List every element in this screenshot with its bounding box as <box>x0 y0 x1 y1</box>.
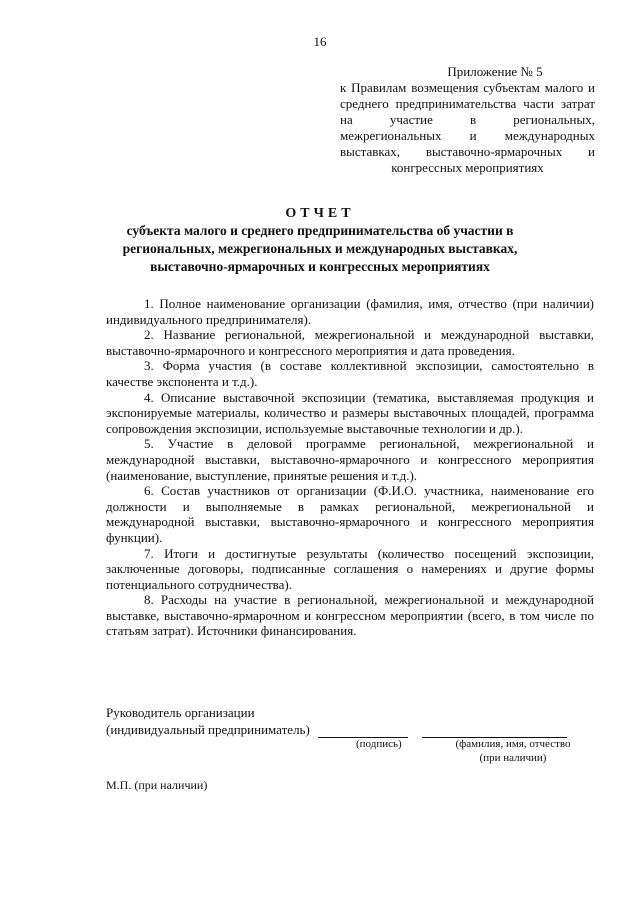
report-item-6: 6. Состав участников от организации (Ф.И.О. участника, наименование его должности и выполняемые в рамках региональной, межрегиональной и международной выставки, выставочно-ярмарочного и конгрессного мероприятия функции). <box>106 483 594 545</box>
appendix-title: Приложение № 5 <box>447 64 543 79</box>
report-item-8: 8. Расходы на участие в региональной, межрегиональной и международной выставке, выставочно-ярмарочном и конгрессном мероприятии (всего, в том числе по статьям затрат). Источники финансирования. <box>106 592 594 639</box>
signature-role-line1: Руководитель организации <box>106 705 255 720</box>
report-subtitle: субъекта малого и среднего предпринимательства об участии в региональных, межрегиональных и международных выставках, выставочно-ярмарочных и конгрессных мероприятиях <box>122 223 518 274</box>
report-title: ОТЧЕТ <box>285 206 355 221</box>
signature-row <box>106 721 594 738</box>
report-items-list <box>106 296 594 639</box>
signature-role-line2: (индивидуальный предприниматель) <box>106 722 310 737</box>
report-item-7: 7. Итоги и достигнутые результаты (количество посещений экспозиции, заключенные договоры, подписанные соглашения о намерениях и другие формы потенциального сотрудничества). <box>106 545 594 592</box>
name-caption-line1: (фамилия, имя, отчество <box>455 738 571 750</box>
page-number: 16 <box>313 34 327 49</box>
signature-caption: (подпись) <box>356 738 402 750</box>
report-item-2: 2. Название региональной, межрегиональной и международной выставки, выставочно-ярмарочного и конгрессного мероприятия и дата проведения. <box>106 327 594 358</box>
signature-block <box>106 704 594 738</box>
report-item-5: 5. Участие в деловой программе региональной, межрегиональной и международной выставки, выставочно-ярмарочного и конгрессного мероприятия (наименование, выступление, принятые решения и т.д.). <box>106 436 594 483</box>
report-item-3: 3. Форма участия (в составе коллективной экспозиции, самостоятельно в качестве экспонента и т.д.). <box>106 358 594 389</box>
name-caption <box>438 737 588 765</box>
name-caption-line2: (при наличии) <box>479 752 547 764</box>
report-item-1: 1. Полное наименование организации (фамилия, имя, отчество (при наличии) индивидуального предпринимателя). <box>106 296 594 327</box>
appendix-body: к Правилам возмещения субъектам малого и среднего предпринимательства части затрат на участие в региональных, межрегиональных и международных выставках, выставочно-ярмарочных и конгрессных мероприятиях <box>340 80 595 175</box>
report-item-4: 4. Описание выставочной экспозиции (тематика, выставляемая продукция и экспонируемые материалы, количество и размеры выставочных площадей, программа сопровождения экспозиции, используемые выставочные технологии и др.). <box>106 389 594 436</box>
stamp-note: М.П. (при наличии) <box>106 778 208 792</box>
